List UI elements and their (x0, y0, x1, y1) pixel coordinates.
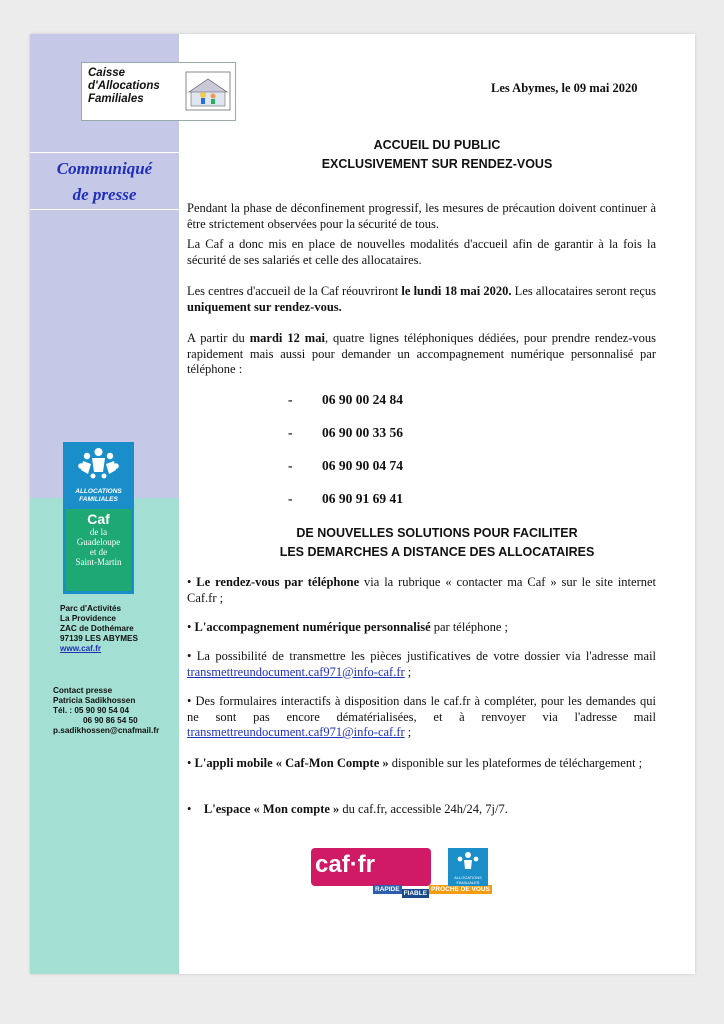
phone-line-3 (288, 458, 403, 474)
phone-dash: - (288, 392, 293, 407)
bullet-dot: • (187, 756, 192, 770)
allocations-mini-logo (448, 848, 488, 886)
bullet-dot: • (187, 694, 192, 708)
caf-guadeloupe-logo (63, 442, 134, 594)
press-release-page (30, 34, 695, 974)
contact-heading: Contact presse (53, 686, 113, 695)
phone-line-4 (288, 491, 403, 507)
family-emblem-icon (63, 442, 134, 486)
bullet-4 (187, 694, 656, 741)
communique-title: Communiqué (56, 159, 153, 178)
logo-line2: d'Allocations (88, 80, 160, 92)
address-line2: La Providence (60, 614, 116, 623)
communique-box (30, 152, 179, 210)
caf-header-logo (81, 62, 236, 121)
email-link[interactable]: transmettreundocument.caf971@info-caf.fr (187, 725, 405, 739)
allocations-line1: ALLOCATIONS (75, 488, 122, 495)
contact-mobile: 06 90 86 54 50 (83, 716, 138, 725)
tag-proche: PROCHE DE VOUS (431, 886, 490, 893)
caf-fr-banner (311, 846, 496, 898)
bullet-dot: • (187, 649, 192, 663)
p4-text-c: , quatre lignes téléphoniques dédiées, pour prendre rendez-vous rapidement mais aussi pour demander un accompagnement numérique personnalisé par téléphone : (187, 331, 656, 376)
phone-number: 06 90 91 69 41 (322, 491, 403, 506)
bullet-5-text: disponible sur les plateformes de téléchargement ; (388, 756, 643, 770)
address-block (60, 604, 138, 654)
bullet-dot: • (187, 575, 192, 589)
caf-fr-pink-block (311, 848, 431, 886)
allocations-line2: FAMILIALES (79, 496, 118, 503)
caf-fr-tagline (373, 886, 492, 897)
address-line4: 97139 LES ABYMES (60, 634, 138, 643)
mini-family-icon (448, 848, 488, 874)
p4-text-a: A partir du (187, 331, 250, 345)
communique-subtitle: de presse (72, 185, 137, 204)
phone-line-2 (288, 425, 403, 441)
paragraph-3 (187, 284, 656, 315)
bullet-6-text: du caf.fr, accessible 24h/24, 7j/7. (339, 802, 508, 816)
paragraph-1: Pendant la phase de déconfinement progressif, les mesures de précaution doivent continuer à être strictement observées pour la sécurité de tous. (187, 201, 656, 231)
bullet-3-end: ; (404, 664, 412, 679)
phone-dash: - (288, 458, 293, 473)
caf-name: Caf (87, 511, 110, 527)
address-line1: Parc d'Activités (60, 604, 122, 613)
contact-phone: Tél. : 05 90 90 54 04 (53, 706, 130, 715)
paragraph-4 (187, 331, 656, 378)
p3-appointment-only: uniquement sur rendez-vous. (187, 299, 342, 314)
address-line3: ZAC de Dothémare (60, 624, 134, 633)
paragraph-2: La Caf a donc mis en place de nouvelles modalités d'accueil afin de garantir à la fois la sécurité de ses salariés et celle des allocataires. (187, 237, 656, 267)
bullet-3-text: La possibilité de transmettre les pièces justificatives de votre dossier via l'adresse mail (196, 649, 657, 663)
tag-fiable: FIABLE (403, 890, 428, 897)
logo-text (88, 67, 160, 106)
bullet-5-bold: L'appli mobile « Caf-Mon Compte » (194, 756, 389, 770)
logo-line1: Caisse (88, 67, 126, 79)
region-line3: et de (89, 547, 108, 557)
bullet-2-text: par téléphone ; (430, 620, 509, 634)
press-contact-block (53, 686, 159, 736)
tag-rapide: RAPIDE (375, 886, 400, 893)
phone-number: 06 90 90 04 74 (322, 458, 403, 473)
p3-text-c: Les allocataires seront reçus (511, 284, 656, 298)
allocations-label (63, 488, 134, 504)
bullet-2 (187, 620, 656, 636)
website-link[interactable]: www.caf.fr (60, 644, 102, 653)
bullet-5 (187, 756, 656, 772)
bullet-4-text: Des formulaires interactifs à disposition dans le caf.fr à compléter, pour les demandes qui ne sont pas encore dématérialisées, et à renvoyer via l'adresse mail (187, 694, 657, 724)
phone-dash: - (288, 491, 293, 506)
phone-dash: - (288, 425, 293, 440)
phone-number: 06 90 00 24 84 (322, 392, 403, 407)
solutions-heading-line2: LES DEMARCHES A DISTANCE DES ALLOCATAIRES (279, 545, 595, 559)
bullet-4-end: ; (404, 725, 412, 739)
solutions-heading-line1: DE NOUVELLES SOLUTIONS POUR FACILITER (296, 526, 578, 540)
contact-name: Patricia Sadikhossen (53, 696, 136, 705)
bullet-dot: • (187, 802, 192, 816)
family-house-icon (185, 71, 231, 111)
headline-line2: EXCLUSIVEMENT SUR RENDEZ-VOUS (321, 157, 553, 171)
release-date: Les Abymes, le 09 mai 2020 (491, 81, 638, 95)
headline-line1: ACCUEIL DU PUBLIC (373, 138, 501, 152)
caf-fr-brand: caf·fr (315, 851, 376, 878)
bullet-6 (187, 802, 656, 818)
region-line2: Guadeloupe (76, 537, 121, 547)
caf-region-block (66, 509, 131, 591)
region-line1: de la (89, 527, 108, 537)
mini-logo-label: ALLOCATIONS FAMILIALES (454, 875, 482, 885)
p3-reopen-date: le lundi 18 mai 2020. (401, 284, 512, 298)
bullet-dot: • (187, 620, 192, 634)
email-link[interactable]: transmettreundocument.caf971@info-caf.fr (187, 664, 405, 679)
phone-line-1 (288, 392, 403, 408)
bullet-1 (187, 575, 656, 606)
bullet-6-bold: L'espace « Mon compte » (203, 802, 340, 816)
bullet-3 (187, 649, 656, 680)
logo-line3: Familiales (88, 93, 144, 105)
bullet-1-bold: Le rendez-vous par téléphone (196, 575, 360, 589)
contact-email[interactable]: p.sadikhossen@cnafmail.fr (53, 726, 160, 735)
bullet-2-bold: L'accompagnement numérique personnalisé (194, 620, 431, 634)
p3-text-a: Les centres d'accueil de la Caf réouvriront (187, 284, 402, 298)
p4-date: mardi 12 mai (249, 331, 325, 345)
phone-number: 06 90 00 33 56 (322, 425, 403, 440)
region-line4: Saint-Martin (75, 557, 122, 567)
bullet-1-text: via la rubrique « contacter ma Caf » sur le site internet Caf.fr ; (187, 575, 657, 605)
